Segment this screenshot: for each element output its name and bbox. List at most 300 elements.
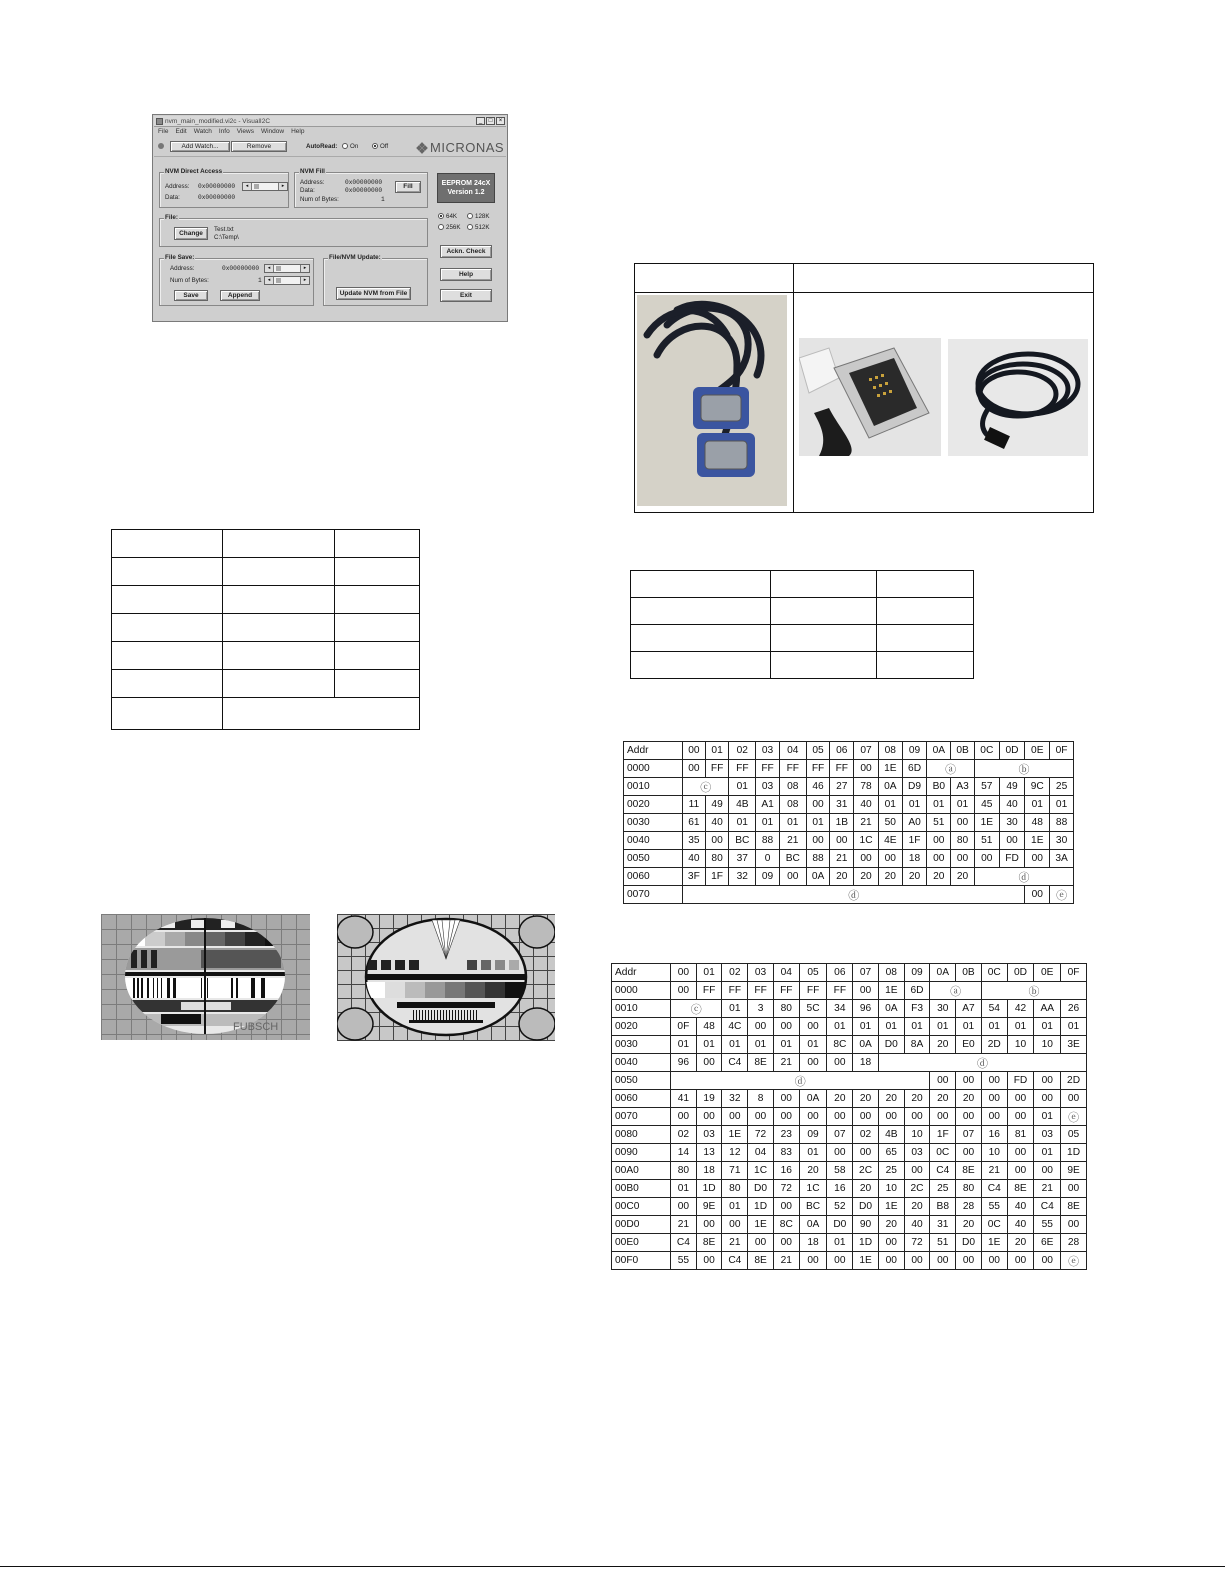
hex-byte-cell: 0A [806, 868, 830, 886]
hex-byte-cell: 01 [827, 1018, 853, 1036]
file-nvm-update-title: File/NVM Update: [329, 254, 381, 261]
hex-row [624, 868, 1074, 886]
hex-row [612, 1018, 1087, 1036]
hex-byte-cell: 5C [799, 1000, 827, 1018]
hex-byte-cell: 11 [683, 796, 706, 814]
append-button[interactable]: Append [220, 290, 260, 301]
hex-byte-cell: 01 [696, 1036, 722, 1054]
eeprom-line1: EEPROM 24cX [441, 180, 491, 187]
direct-data-label: Data: [165, 194, 180, 201]
menu-help[interactable]: Help [291, 128, 305, 135]
hex-byte-cell: 00 [878, 1108, 904, 1126]
hex-byte-cell: 10 [1007, 1036, 1034, 1054]
hex-byte-cell: 80 [705, 850, 729, 868]
hex-row [612, 1198, 1087, 1216]
save-button[interactable]: Save [174, 290, 208, 301]
hex-byte-cell: 61 [683, 814, 706, 832]
hex-byte-cell: 00 [1007, 1252, 1034, 1270]
dvi-connector-drawing [799, 338, 941, 456]
hex-byte-cell: 21 [671, 1216, 697, 1234]
ackn-check-button[interactable]: Ackn. Check [440, 245, 492, 258]
save-num-bytes-spinner[interactable]: ◂ ▸ [264, 276, 310, 285]
hex-row [612, 1144, 1087, 1162]
file-save-title: File Save: [165, 254, 195, 261]
hex-header-col: 0F [1061, 964, 1087, 982]
menu-info[interactable]: Info [218, 128, 230, 135]
hex-byte-cell: 23 [773, 1126, 799, 1144]
hex-byte-cell: 20 [956, 1090, 982, 1108]
hex-byte-cell: 02 [671, 1126, 697, 1144]
autoread-on-radio[interactable] [342, 143, 348, 149]
hex-row [624, 796, 1074, 814]
hex-byte-cell: 1D [748, 1198, 774, 1216]
hex-byte-cell: FF [827, 982, 853, 1000]
hex-header-col: 01 [696, 964, 722, 982]
hex-byte-cell: 01 [799, 1036, 827, 1054]
eeprom-line2: Version 1.2 [447, 189, 485, 196]
hex-row-address: 0020 [612, 1018, 671, 1036]
table-cell [223, 586, 335, 614]
menu-watch[interactable]: Watch [193, 128, 212, 135]
hex-row-address: 0030 [624, 814, 683, 832]
hex-byte-cell: 13 [696, 1144, 722, 1162]
hex-byte-cell: FD [1007, 1072, 1034, 1090]
hex-header-col: 09 [904, 964, 930, 982]
vga-cable-photo [637, 295, 787, 506]
hex-byte-cell: 00 [748, 1018, 774, 1036]
hex-byte-cell: 90 [853, 1216, 879, 1234]
hex-byte-cell: 80 [671, 1162, 697, 1180]
hex-byte-cell: 96 [853, 1000, 879, 1018]
autoread-off-radio[interactable] [372, 143, 378, 149]
hex-byte-cell: 9C [1025, 778, 1050, 796]
hex-byte-cell: 01 [722, 1036, 748, 1054]
hex-header-col: 04 [773, 964, 799, 982]
hex-byte-cell: 72 [773, 1180, 799, 1198]
table-cell [771, 625, 877, 652]
hex-byte-cell: 20 [878, 1216, 904, 1234]
hex-byte-cell: 00 [705, 832, 729, 850]
hex-byte-cell: 00 [827, 1108, 853, 1126]
hex-byte-cell: FD [999, 850, 1025, 868]
hex-callout-marker: ⓒ [671, 1000, 722, 1018]
hex-row [612, 1162, 1087, 1180]
fill-num-bytes-value: 1 [381, 196, 385, 203]
hex-byte-cell: FF [799, 982, 827, 1000]
hex-byte-cell: 0 [756, 850, 780, 868]
hex-row [612, 1234, 1087, 1252]
remove-button[interactable]: Remove [231, 141, 287, 152]
hex-byte-cell: 01 [930, 1018, 956, 1036]
hex-byte-cell: D0 [956, 1234, 982, 1252]
hex-header-col: 05 [806, 742, 830, 760]
hex-byte-cell: 00 [779, 868, 806, 886]
hex-byte-cell: 4C [722, 1018, 748, 1036]
hex-byte-cell: 96 [671, 1054, 697, 1072]
hex-row [624, 760, 1074, 778]
direct-address-label: Address: [165, 183, 190, 190]
hex-byte-cell: 08 [779, 796, 806, 814]
hex-byte-cell: 21 [830, 850, 854, 868]
hex-byte-cell: B0 [927, 778, 951, 796]
hex-byte-cell: 88 [806, 850, 830, 868]
hex-byte-cell: 54 [981, 1000, 1007, 1018]
hex-byte-cell: 18 [799, 1234, 827, 1252]
hex-byte-cell: 00 [1061, 1090, 1087, 1108]
table-cell [223, 670, 335, 698]
menu-edit[interactable]: Edit [175, 128, 187, 135]
update-nvm-from-file-button[interactable]: Update NVM from File [336, 287, 411, 300]
hex-byte-cell: 00 [773, 1090, 799, 1108]
hex-byte-cell: B8 [930, 1198, 956, 1216]
hex-byte-cell: 04 [748, 1144, 774, 1162]
nvm-fill-group [294, 168, 428, 208]
hex-byte-cell: 20 [930, 1090, 956, 1108]
table-cell [877, 598, 974, 625]
fill-button[interactable]: Fill [395, 181, 421, 193]
hex-row-address: 00D0 [612, 1216, 671, 1234]
hex-byte-cell: 00 [930, 1108, 956, 1126]
hex-byte-cell: 00 [799, 1018, 827, 1036]
hex-byte-cell: 40 [854, 796, 879, 814]
menu-bar [154, 127, 506, 136]
hex-byte-cell: D0 [853, 1198, 879, 1216]
hex-byte-cell: 00 [981, 1090, 1007, 1108]
hex-byte-cell: 9E [1061, 1162, 1087, 1180]
hex-header-col: 05 [799, 964, 827, 982]
hex-byte-cell: 31 [930, 1216, 956, 1234]
hex-byte-cell: 01 [671, 1036, 697, 1054]
hex-byte-cell: 00 [773, 1018, 799, 1036]
hex-callout-marker: ⓐ [927, 760, 975, 778]
hex-byte-cell: 07 [827, 1126, 853, 1144]
hex-byte-cell: 0A [799, 1090, 827, 1108]
hex-row-address: 0010 [624, 778, 683, 796]
hex-byte-cell: 40 [999, 796, 1025, 814]
status-dot-icon [158, 143, 164, 149]
edid-hex-table-128 [623, 741, 1074, 904]
hex-byte-cell: 55 [671, 1252, 697, 1270]
hex-byte-cell: 00 [930, 1072, 956, 1090]
hex-row [624, 832, 1074, 850]
table-cell [335, 614, 420, 642]
table-cell [112, 642, 223, 670]
hex-row-address: 0060 [612, 1090, 671, 1108]
hex-byte-cell: D0 [827, 1216, 853, 1234]
change-file-button[interactable]: Change [174, 227, 208, 240]
hex-byte-cell: 50 [878, 814, 902, 832]
hex-callout-marker: ⓓ [878, 1054, 1086, 1072]
hex-byte-cell: 71 [722, 1162, 748, 1180]
hex-byte-cell: 00 [827, 1252, 853, 1270]
hex-byte-cell: 00 [683, 760, 706, 778]
nvm-fill-title: NVM Fill [300, 168, 325, 175]
hex-byte-cell: 80 [773, 1000, 799, 1018]
hex-byte-cell: 20 [904, 1198, 930, 1216]
hex-byte-cell: D0 [878, 1036, 904, 1054]
size-512k-label: 512K [475, 224, 490, 231]
hex-byte-cell: 00 [956, 1144, 982, 1162]
hex-byte-cell: 00 [696, 1054, 722, 1072]
file-path: C:\Temp\ [214, 234, 239, 241]
hex-byte-cell: 00 [722, 1108, 748, 1126]
menu-file[interactable]: File [158, 128, 169, 135]
hex-byte-cell: 80 [956, 1180, 982, 1198]
hex-byte-cell: 07 [956, 1126, 982, 1144]
hex-byte-cell: 3 [748, 1000, 774, 1018]
hex-byte-cell: 20 [902, 868, 927, 886]
hex-byte-cell: BC [799, 1198, 827, 1216]
hex-byte-cell: 20 [878, 868, 902, 886]
hex-byte-cell: 40 [904, 1216, 930, 1234]
hex-header-col: 0D [1007, 964, 1034, 982]
hex-byte-cell: 8E [956, 1162, 982, 1180]
hex-byte-cell: 00 [773, 1234, 799, 1252]
hex-byte-cell: 00 [956, 1252, 982, 1270]
minimize-button[interactable]: _ [476, 117, 485, 125]
hex-byte-cell: 00 [799, 1108, 827, 1126]
hex-byte-cell: 83 [773, 1144, 799, 1162]
hex-header-col: 0C [974, 742, 999, 760]
help-button[interactable]: Help [440, 268, 492, 281]
hex-byte-cell: 00 [904, 1108, 930, 1126]
hex-byte-cell: 10 [878, 1180, 904, 1198]
hex-byte-cell: 00 [956, 1108, 982, 1126]
hex-byte-cell: 00 [981, 1072, 1007, 1090]
micronas-logo-icon [417, 143, 427, 153]
hex-byte-cell: 00 [854, 850, 879, 868]
file-title: File: [165, 214, 178, 221]
hex-byte-cell: 01 [902, 796, 927, 814]
table-cell [794, 264, 1094, 293]
hex-byte-cell: 00 [853, 1108, 879, 1126]
hex-header-col: 01 [705, 742, 729, 760]
hex-header-col: 02 [729, 742, 756, 760]
hex-byte-cell: 00 [927, 850, 951, 868]
hex-byte-cell: C4 [722, 1252, 748, 1270]
hex-byte-cell: 0A [878, 778, 902, 796]
hex-byte-cell: 03 [756, 778, 780, 796]
hex-byte-cell: 51 [927, 814, 951, 832]
hex-byte-cell: 00 [951, 850, 975, 868]
hex-byte-cell: 01 [779, 814, 806, 832]
hex-byte-cell: 55 [981, 1198, 1007, 1216]
hex-callout-marker: ⓒ [683, 778, 729, 796]
hex-byte-cell: 00 [1034, 1162, 1061, 1180]
hex-byte-cell: 00 [904, 1252, 930, 1270]
hex-header-col: 0C [981, 964, 1007, 982]
hex-byte-cell: 10 [1034, 1036, 1061, 1054]
empty-spec-table-left [111, 529, 420, 730]
hex-byte-cell: 01 [853, 1018, 879, 1036]
hex-byte-cell: 00 [1034, 1252, 1061, 1270]
hex-byte-cell: 00 [999, 832, 1025, 850]
table-cell [223, 698, 420, 730]
hex-byte-cell: 01 [878, 1018, 904, 1036]
test-pattern-philips-drawing [337, 914, 555, 1041]
hex-row-address: 0090 [612, 1144, 671, 1162]
hex-byte-cell: 00 [853, 982, 879, 1000]
hex-byte-cell: 8E [748, 1054, 774, 1072]
hex-byte-cell: A0 [902, 814, 927, 832]
hex-byte-cell: 0A [878, 1000, 904, 1018]
hex-byte-cell: 21 [773, 1252, 799, 1270]
hex-byte-cell: 00 [1007, 1162, 1034, 1180]
hex-byte-cell: 4E [878, 832, 902, 850]
hex-row [612, 1216, 1087, 1234]
hex-byte-cell: 01 [951, 796, 975, 814]
hex-callout-marker: ⓔ [1061, 1108, 1087, 1126]
hex-byte-cell: 51 [930, 1234, 956, 1252]
hex-row [624, 886, 1074, 904]
hex-byte-cell: 4B [878, 1126, 904, 1144]
hex-byte-cell: 00 [878, 850, 902, 868]
save-address-spinner[interactable]: ◂ ▸ [264, 264, 310, 273]
table-cell [112, 670, 223, 698]
hex-byte-cell: 21 [773, 1054, 799, 1072]
hex-byte-cell: 03 [1034, 1126, 1061, 1144]
hex-byte-cell: 00 [696, 1108, 722, 1126]
hex-byte-cell: 10 [981, 1144, 1007, 1162]
hex-byte-cell: 20 [799, 1162, 827, 1180]
add-watch-button[interactable]: Add Watch... [170, 141, 230, 152]
hex-byte-cell: 01 [671, 1180, 697, 1198]
hex-byte-cell: 25 [878, 1162, 904, 1180]
hex-header-col: 04 [779, 742, 806, 760]
table-cell [771, 571, 877, 598]
hex-byte-cell: 01 [1025, 796, 1050, 814]
hex-byte-cell: 09 [756, 868, 780, 886]
hex-byte-cell: 01 [927, 796, 951, 814]
hex-byte-cell: 8 [748, 1090, 774, 1108]
hex-byte-cell: 20 [930, 1036, 956, 1054]
hex-header-col: 0A [927, 742, 951, 760]
hex-byte-cell: 32 [722, 1090, 748, 1108]
hdmi-cable-drawing [948, 339, 1088, 456]
hex-header-col: 07 [853, 964, 879, 982]
hex-byte-cell: 00 [1034, 1072, 1061, 1090]
hex-byte-cell: 00 [827, 1054, 853, 1072]
hex-byte-cell: 01 [878, 796, 902, 814]
table-cell [877, 625, 974, 652]
hex-byte-cell: 12 [722, 1144, 748, 1162]
hex-byte-cell: FF [748, 982, 774, 1000]
hex-header-col: 00 [671, 964, 697, 982]
hex-byte-cell: 00 [696, 1252, 722, 1270]
hex-byte-cell: 00 [696, 1216, 722, 1234]
hex-byte-cell: 49 [999, 778, 1025, 796]
hex-byte-cell: 1C [854, 832, 879, 850]
hex-byte-cell: 00 [748, 1234, 774, 1252]
hex-byte-cell: 00 [806, 796, 830, 814]
micronas-logo [417, 140, 504, 155]
maximize-button[interactable]: □ [486, 117, 495, 125]
hex-byte-cell: 20 [878, 1090, 904, 1108]
hex-byte-cell: 2D [981, 1036, 1007, 1054]
hex-byte-cell: 01 [1007, 1018, 1034, 1036]
table-cell [335, 670, 420, 698]
hex-byte-cell: 20 [956, 1216, 982, 1234]
table-cell [631, 598, 771, 625]
hex-header-col: 00 [683, 742, 706, 760]
hex-byte-cell: 42 [1007, 1000, 1034, 1018]
hex-row-address: 00A0 [612, 1162, 671, 1180]
hex-byte-cell: 78 [854, 778, 879, 796]
hex-byte-cell: 52 [827, 1198, 853, 1216]
hex-row-address: 0010 [612, 1000, 671, 1018]
hex-row [612, 1090, 1087, 1108]
hex-byte-cell: 3E [1061, 1036, 1087, 1054]
hex-row [624, 814, 1074, 832]
menu-window[interactable]: Window [260, 128, 285, 135]
table-cell [877, 652, 974, 679]
hex-byte-cell: 3A [1050, 850, 1074, 868]
test-pattern-fubk-image [101, 914, 310, 1040]
hex-byte-cell: 01 [1061, 1018, 1087, 1036]
direct-address-spinner[interactable]: ◂ ▸ [242, 182, 288, 191]
hex-byte-cell: 31 [830, 796, 854, 814]
hex-header-col: 0E [1025, 742, 1050, 760]
hex-byte-cell: 37 [729, 850, 756, 868]
table-cell [223, 614, 335, 642]
hex-byte-cell: 80 [722, 1180, 748, 1198]
hex-callout-marker: ⓐ [930, 982, 981, 1000]
hex-byte-cell: 16 [981, 1126, 1007, 1144]
hex-byte-cell: 8C [827, 1036, 853, 1054]
vga-cable-drawing [637, 295, 787, 506]
fill-address-label: Address: [300, 179, 325, 186]
hex-byte-cell: 21 [722, 1234, 748, 1252]
hex-byte-cell: FF [830, 760, 854, 778]
hex-byte-cell: 65 [878, 1144, 904, 1162]
hex-byte-cell: 30 [999, 814, 1025, 832]
hex-byte-cell: 57 [974, 778, 999, 796]
menu-views[interactable]: Views [236, 128, 254, 135]
autoread-label: AutoRead: [306, 143, 338, 150]
hex-header-row [624, 742, 1074, 760]
hex-byte-cell: 18 [902, 850, 927, 868]
hex-byte-cell: 08 [779, 778, 806, 796]
hex-byte-cell: 25 [1050, 778, 1074, 796]
table-cell [771, 598, 877, 625]
empty-spec-table-right [630, 570, 974, 679]
hex-byte-cell: 20 [1007, 1234, 1034, 1252]
hex-byte-cell: 00 [748, 1108, 774, 1126]
hex-byte-cell: 00 [1007, 1090, 1034, 1108]
hex-byte-cell: 00 [722, 1216, 748, 1234]
hex-byte-cell: 00 [1007, 1144, 1034, 1162]
hex-byte-cell: 00 [878, 1234, 904, 1252]
hex-byte-cell: AA [1034, 1000, 1061, 1018]
hex-byte-cell: 03 [696, 1126, 722, 1144]
hex-byte-cell: 46 [806, 778, 830, 796]
hex-byte-cell: 20 [927, 868, 951, 886]
save-num-bytes-value: 1 [258, 277, 262, 284]
hex-byte-cell: 1D [853, 1234, 879, 1252]
hex-byte-cell: 6D [904, 982, 930, 1000]
table-cell [112, 586, 223, 614]
exit-button[interactable]: Exit [440, 289, 492, 302]
hex-row-address: 0060 [624, 868, 683, 886]
app-icon [156, 118, 163, 125]
close-button[interactable]: × [496, 117, 505, 125]
hex-row [612, 1054, 1087, 1072]
window-titlebar [154, 116, 506, 127]
size-256k-label: 256K [446, 224, 461, 231]
hex-byte-cell: 34 [827, 1000, 853, 1018]
hex-row [612, 1036, 1087, 1054]
hex-byte-cell: 16 [773, 1162, 799, 1180]
